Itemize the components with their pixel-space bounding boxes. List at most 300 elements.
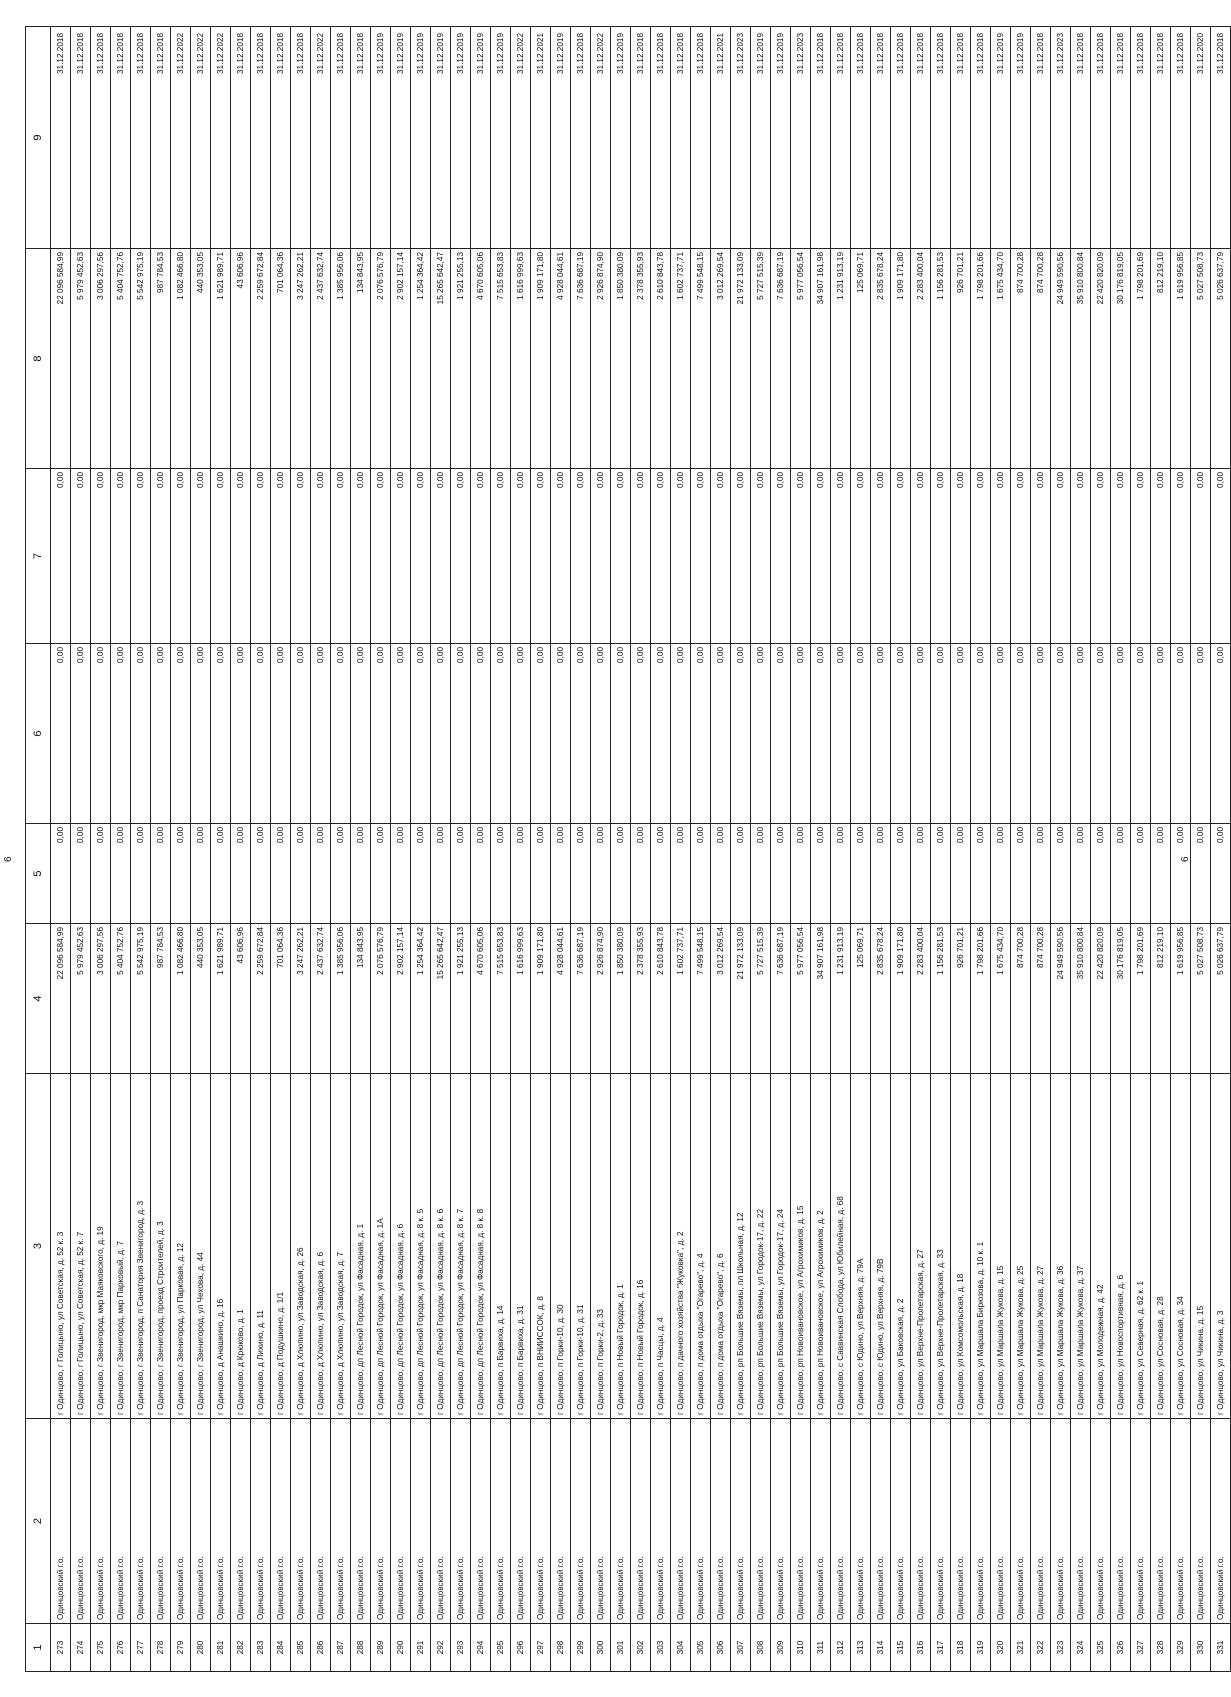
table-row: [951, 27, 971, 1672]
col7-cost-cell: 0,00: [811, 469, 831, 644]
col8-cost-cell: 5 977 056,54: [791, 249, 811, 469]
deadline-date-cell: 31.12.2019: [431, 27, 451, 249]
col8-cost-cell: 5 979 452,63: [71, 249, 91, 469]
address-cell: г Одинцово, ул Маршала Жукова, д. 36: [1051, 1074, 1071, 1419]
col5-cost-cell: 0,00: [871, 824, 891, 924]
address-cell: г Одинцово, г Звенигород, п Санатория Звенигород, д. 3: [131, 1074, 151, 1419]
col5-cost-cell: 0,00: [1211, 824, 1231, 924]
total-cost-cell: 5 977 056,54: [791, 924, 811, 1074]
district-cell: Одинцовский г.о.: [1111, 1419, 1131, 1624]
address-cell: г Одинцово, ул Баковская, д. 2: [891, 1074, 911, 1419]
col5-cost-cell: 0,00: [211, 824, 231, 924]
address-cell: г Одинцово, дп Лесной Городок, ул Фасадная, д. 8 к. 6: [431, 1074, 451, 1419]
deadline-date-cell: 31.12.2018: [851, 27, 871, 249]
col8-cost-cell: 2 378 355,93: [631, 249, 651, 469]
deadline-date-cell: 31.12.2023: [1051, 27, 1071, 249]
col8-cost-cell: 2 835 678,24: [871, 249, 891, 469]
district-cell: Одинцовский г.о.: [1051, 1419, 1071, 1624]
col8-cost-cell: 1 082 466,80: [171, 249, 191, 469]
col6-cost-cell: 0,00: [631, 644, 651, 824]
table-row: [1011, 27, 1031, 1672]
col5-cost-cell: 0,00: [651, 824, 671, 924]
col6-cost-cell: 0,00: [1151, 644, 1171, 824]
col7-cost-cell: 0,00: [651, 469, 671, 644]
col8-cost-cell: 2 902 157,14: [391, 249, 411, 469]
col5-cost-cell: 0,00: [571, 824, 591, 924]
district-cell: Одинцовский г.о.: [371, 1419, 391, 1624]
total-cost-cell: 1 798 201,66: [971, 924, 991, 1074]
row-number-cell: 285: [291, 1624, 311, 1672]
col5-cost-cell: 0,00: [991, 824, 1011, 924]
total-cost-cell: 701 064,36: [271, 924, 291, 1074]
address-cell: г Одинцово, д Анашкино, д. 16: [211, 1074, 231, 1419]
deadline-date-cell: 31.12.2018: [331, 27, 351, 249]
col6-cost-cell: 0,00: [651, 644, 671, 824]
district-cell: Одинцовский г.о.: [851, 1419, 871, 1624]
col5-cost-cell: 0,00: [311, 824, 331, 924]
district-cell: Одинцовский г.о.: [631, 1419, 651, 1624]
row-number-cell: 284: [271, 1624, 291, 1672]
col6-cost-cell: 0,00: [291, 644, 311, 824]
district-cell: Одинцовский г.о.: [391, 1419, 411, 1624]
table-row: [331, 27, 351, 1672]
col6-cost-cell: 0,00: [491, 644, 511, 824]
deadline-date-cell: 31.12.2019: [491, 27, 511, 249]
col6-cost-cell: 0,00: [431, 644, 451, 824]
district-cell: Одинцовский г.о.: [131, 1419, 151, 1624]
col6-cost-cell: 0,00: [111, 644, 131, 824]
address-cell: г Одинцово, г Звенигород, ул Парковая, д. 12: [171, 1074, 191, 1419]
row-number-cell: 276: [111, 1624, 131, 1672]
deadline-date-cell: 31.12.2018: [951, 27, 971, 249]
col8-cost-cell: 1 602 737,71: [671, 249, 691, 469]
col5-cost-cell: 0,00: [1031, 824, 1051, 924]
address-cell: г Одинцово, дп Лесной Городок, ул Фасадная, д. 6: [391, 1074, 411, 1419]
col7-cost-cell: 0,00: [611, 469, 631, 644]
district-cell: Одинцовский г.о.: [211, 1419, 231, 1624]
col5-cost-cell: 0,00: [371, 824, 391, 924]
total-cost-cell: 1 921 255,13: [451, 924, 471, 1074]
col7-cost-cell: 0,00: [311, 469, 331, 644]
col8-cost-cell: 15 265 642,47: [431, 249, 451, 469]
col5-cost-cell: 0,00: [71, 824, 91, 924]
col8-cost-cell: 2 926 874,90: [591, 249, 611, 469]
col5-cost-cell: 0,00: [451, 824, 471, 924]
col6-cost-cell: 0,00: [251, 644, 271, 824]
table-row: [931, 27, 951, 1672]
row-number-cell: 299: [571, 1624, 591, 1672]
district-cell: Одинцовский г.о.: [1191, 1419, 1211, 1624]
address-cell: г Одинцово, п дома отдыха "Огарево", д. 6: [711, 1074, 731, 1419]
deadline-date-cell: 31.12.2018: [1211, 27, 1231, 249]
col5-cost-cell: 0,00: [131, 824, 151, 924]
row-number-cell: 281: [211, 1624, 231, 1672]
col8-cost-cell: 1 156 281,53: [931, 249, 951, 469]
col6-cost-cell: 0,00: [1131, 644, 1151, 824]
col6-cost-cell: 0,00: [991, 644, 1011, 824]
total-cost-cell: 7 636 687,19: [571, 924, 591, 1074]
col5-cost-cell: 0,00: [91, 824, 111, 924]
total-cost-cell: 22 420 820,09: [1091, 924, 1111, 1074]
deadline-date-cell: 31.12.2019: [451, 27, 471, 249]
col6-cost-cell: 0,00: [211, 644, 231, 824]
table-row: [611, 27, 631, 1672]
col6-cost-cell: 0,00: [811, 644, 831, 824]
total-cost-cell: 1 385 956,06: [331, 924, 351, 1074]
col6-cost-cell: 0,00: [71, 644, 91, 824]
deadline-date-cell: 31.12.2018: [911, 27, 931, 249]
col7-cost-cell: 0,00: [891, 469, 911, 644]
col5-cost-cell: 0,00: [411, 824, 431, 924]
table-row: [911, 27, 931, 1672]
total-cost-cell: 3 247 262,21: [291, 924, 311, 1074]
deadline-date-cell: 31.12.2019: [391, 27, 411, 249]
table-row: [391, 27, 411, 1672]
col6-cost-cell: 0,00: [591, 644, 611, 824]
address-cell: г Одинцово, дп Лесной Городок, ул Фасадная, д. 8 к. 7: [451, 1074, 471, 1419]
deadline-date-cell: 31.12.2022: [171, 27, 191, 249]
col7-cost-cell: 0,00: [331, 469, 351, 644]
col6-cost-cell: 0,00: [91, 644, 111, 824]
address-cell: г Одинцово, п Барвиха, д. 31: [511, 1074, 531, 1419]
total-cost-cell: 2 283 400,04: [911, 924, 931, 1074]
address-cell: г Одинцово, ул Маршала Жукова, д. 37: [1071, 1074, 1091, 1419]
table-row: [531, 27, 551, 1672]
column-number-cell: 5: [26, 824, 51, 924]
col8-cost-cell: 5 542 975,19: [131, 249, 151, 469]
col6-cost-cell: 0,00: [1051, 644, 1071, 824]
district-cell: Одинцовский г.о.: [71, 1419, 91, 1624]
district-cell: Одинцовский г.о.: [831, 1419, 851, 1624]
col5-cost-cell: 0,00: [1171, 824, 1191, 924]
col6-cost-cell: 0,00: [511, 644, 531, 824]
col5-cost-cell: 0,00: [251, 824, 271, 924]
address-cell: г Одинцово, рп Новоивановское, ул Агрохимиков, д. 15: [791, 1074, 811, 1419]
total-cost-cell: 2 610 843,78: [651, 924, 671, 1074]
col7-cost-cell: 0,00: [971, 469, 991, 644]
table-row: [1071, 27, 1091, 1672]
col5-cost-cell: 0,00: [111, 824, 131, 924]
col7-cost-cell: 0,00: [1051, 469, 1071, 644]
total-cost-cell: 926 701,21: [951, 924, 971, 1074]
district-cell: Одинцовский г.о.: [651, 1419, 671, 1624]
address-cell: г Одинцово, п дома отдыха "Огарево", д. 4: [691, 1074, 711, 1419]
table-row: [731, 27, 751, 1672]
col7-cost-cell: 0,00: [691, 469, 711, 644]
table-row: [991, 27, 1011, 1672]
col7-cost-cell: 0,00: [771, 469, 791, 644]
col5-cost-cell: 0,00: [151, 824, 171, 924]
table-row: [251, 27, 271, 1672]
table-row: [71, 27, 91, 1672]
col8-cost-cell: 5 404 752,76: [111, 249, 131, 469]
deadline-date-cell: 31.12.2019: [611, 27, 631, 249]
deadline-date-cell: 31.12.2019: [991, 27, 1011, 249]
col8-cost-cell: 24 949 590,56: [1051, 249, 1071, 469]
table-row: [271, 27, 291, 1672]
total-cost-cell: 2 902 157,14: [391, 924, 411, 1074]
address-cell: г Одинцово, дп Лесной Городок, ул Фасадная, д. 8 к. 5: [411, 1074, 431, 1419]
col5-cost-cell: 0,00: [511, 824, 531, 924]
total-cost-cell: 5 542 975,19: [131, 924, 151, 1074]
col7-cost-cell: 0,00: [111, 469, 131, 644]
total-cost-cell: 1 798 201,69: [1131, 924, 1151, 1074]
col6-cost-cell: 0,00: [1031, 644, 1051, 824]
row-number-cell: 326: [1111, 1624, 1131, 1672]
table-row: [1091, 27, 1111, 1672]
col6-cost-cell: 0,00: [831, 644, 851, 824]
address-cell: г Одинцово, ул Маршала Жукова, д. 25: [1011, 1074, 1031, 1419]
total-cost-cell: 874 700,28: [1031, 924, 1051, 1074]
table-row: [131, 27, 151, 1672]
col6-cost-cell: 0,00: [851, 644, 871, 824]
deadline-date-cell: 31.12.2022: [511, 27, 531, 249]
district-cell: Одинцовский г.о.: [51, 1419, 71, 1624]
col8-cost-cell: 1 254 364,42: [411, 249, 431, 469]
address-cell: г Одинцово, ул Молодежная, д. 42: [1091, 1074, 1111, 1419]
total-cost-cell: 5 027 508,73: [1191, 924, 1211, 1074]
col6-cost-cell: 0,00: [1011, 644, 1031, 824]
district-cell: Одинцовский г.о.: [1091, 1419, 1111, 1624]
total-cost-cell: 35 910 800,84: [1071, 924, 1091, 1074]
district-cell: Одинцовский г.о.: [1171, 1419, 1191, 1624]
row-number-cell: 322: [1031, 1624, 1051, 1672]
row-number-cell: 317: [931, 1624, 951, 1672]
total-cost-cell: 22 096 584,99: [51, 924, 71, 1074]
col8-cost-cell: 2 610 843,78: [651, 249, 671, 469]
col8-cost-cell: 1 616 999,63: [511, 249, 531, 469]
column-number-cell: 1: [26, 1624, 51, 1672]
total-cost-cell: 125 069,71: [851, 924, 871, 1074]
column-number-cell: 3: [26, 1074, 51, 1419]
address-cell: г Одинцово, п Часцы, д. 4: [651, 1074, 671, 1419]
district-cell: Одинцовский г.о.: [771, 1419, 791, 1624]
col5-cost-cell: 0,00: [431, 824, 451, 924]
row-number-cell: 304: [671, 1624, 691, 1672]
col8-cost-cell: 1 231 913,19: [831, 249, 851, 469]
col5-cost-cell: 0,00: [711, 824, 731, 924]
col7-cost-cell: 0,00: [1091, 469, 1111, 644]
table-row: [431, 27, 451, 1672]
district-cell: Одинцовский г.о.: [1011, 1419, 1031, 1624]
col7-cost-cell: 0,00: [731, 469, 751, 644]
col8-cost-cell: 1 385 956,06: [331, 249, 351, 469]
district-cell: Одинцовский г.о.: [291, 1419, 311, 1624]
col5-cost-cell: 0,00: [811, 824, 831, 924]
deadline-date-cell: 31.12.2020: [1191, 27, 1211, 249]
district-cell: Одинцовский г.о.: [811, 1419, 831, 1624]
row-number-cell: 321: [1011, 1624, 1031, 1672]
col7-cost-cell: 0,00: [631, 469, 651, 644]
col7-cost-cell: 0,00: [751, 469, 771, 644]
table-row: [511, 27, 531, 1672]
row-number-cell: 318: [951, 1624, 971, 1672]
col7-cost-cell: 0,00: [1211, 469, 1231, 644]
deadline-date-cell: 31.12.2022: [311, 27, 331, 249]
address-cell: г Одинцово, ул Верхне-Пролетарская, д. 33: [931, 1074, 951, 1419]
col7-cost-cell: 0,00: [411, 469, 431, 644]
col5-cost-cell: 0,00: [491, 824, 511, 924]
total-cost-cell: 15 265 642,47: [431, 924, 451, 1074]
col7-cost-cell: 0,00: [951, 469, 971, 644]
table-row: [871, 27, 891, 1672]
address-cell: г Одинцово, дп Лесной Городок, ул Фасадная, д. 1: [351, 1074, 371, 1419]
row-number-cell: 323: [1051, 1624, 1071, 1672]
col7-cost-cell: 0,00: [571, 469, 591, 644]
address-cell: г Одинцово, д Хлюпино, ул Заводская, д. 6: [311, 1074, 331, 1419]
column-number-cell: 4: [26, 924, 51, 1074]
deadline-date-cell: 31.12.2018: [251, 27, 271, 249]
table-row: [111, 27, 131, 1672]
address-cell: г Одинцово, п Горки-10, д. 30: [551, 1074, 571, 1419]
col7-cost-cell: 0,00: [911, 469, 931, 644]
district-cell: Одинцовский г.о.: [1151, 1419, 1171, 1624]
col8-cost-cell: 874 700,28: [1031, 249, 1051, 469]
deadline-date-cell: 31.12.2018: [231, 27, 251, 249]
col5-cost-cell: 0,00: [51, 824, 71, 924]
total-cost-cell: 2 259 672,84: [251, 924, 271, 1074]
deadline-date-cell: 31.12.2018: [1171, 27, 1191, 249]
row-number-cell: 312: [831, 1624, 851, 1672]
col6-cost-cell: 0,00: [791, 644, 811, 824]
district-cell: Одинцовский г.о.: [471, 1419, 491, 1624]
col7-cost-cell: 0,00: [91, 469, 111, 644]
table-row: [211, 27, 231, 1672]
row-number-cell: 324: [1071, 1624, 1091, 1672]
row-number-cell: 288: [351, 1624, 371, 1672]
district-cell: Одинцовский г.о.: [191, 1419, 211, 1624]
table-row: [811, 27, 831, 1672]
col5-cost-cell: 0,00: [231, 824, 251, 924]
deadline-date-cell: 31.12.2018: [831, 27, 851, 249]
address-cell: г Одинцово, п Горки-10, д. 31: [571, 1074, 591, 1419]
district-cell: Одинцовский г.о.: [571, 1419, 591, 1624]
col8-cost-cell: 35 910 800,84: [1071, 249, 1091, 469]
deadline-date-cell: 31.12.2019: [471, 27, 491, 249]
row-number-cell: 327: [1131, 1624, 1151, 1672]
deadline-date-cell: 31.12.2018: [51, 27, 71, 249]
row-number-cell: 315: [891, 1624, 911, 1672]
col7-cost-cell: 0,00: [511, 469, 531, 644]
district-cell: Одинцовский г.о.: [91, 1419, 111, 1624]
row-number-cell: 295: [491, 1624, 511, 1672]
col8-cost-cell: 7 499 548,15: [691, 249, 711, 469]
total-cost-cell: 2 437 632,74: [311, 924, 331, 1074]
col5-cost-cell: 0,00: [1011, 824, 1031, 924]
total-cost-cell: 21 972 133,09: [731, 924, 751, 1074]
col8-cost-cell: 1 675 434,70: [991, 249, 1011, 469]
address-cell: г Одинцово, д Подушкино, д. 1/1: [271, 1074, 291, 1419]
col7-cost-cell: 0,00: [151, 469, 171, 644]
col5-cost-cell: 0,00: [591, 824, 611, 924]
address-cell: г Одинцово, дп Лесной Городок, ул Фасадная, д. 1А: [371, 1074, 391, 1419]
col5-cost-cell: 0,00: [1091, 824, 1111, 924]
col6-cost-cell: 0,00: [1171, 644, 1191, 824]
deadline-date-cell: 31.12.2019: [371, 27, 391, 249]
district-cell: Одинцовский г.о.: [1211, 1419, 1231, 1624]
total-cost-cell: 1 156 281,53: [931, 924, 951, 1074]
deadline-date-cell: 31.12.2023: [791, 27, 811, 249]
col7-cost-cell: 0,00: [871, 469, 891, 644]
table-row: [371, 27, 391, 1672]
table-row: [671, 27, 691, 1672]
district-cell: Одинцовский г.о.: [331, 1419, 351, 1624]
district-cell: Одинцовский г.о.: [611, 1419, 631, 1624]
district-cell: Одинцовский г.о.: [751, 1419, 771, 1624]
col5-cost-cell: 0,00: [531, 824, 551, 924]
col6-cost-cell: 0,00: [271, 644, 291, 824]
col6-cost-cell: 0,00: [411, 644, 431, 824]
col7-cost-cell: 0,00: [71, 469, 91, 644]
address-cell: г Одинцово, с Саввинская Слобода, ул Юбилейная, д. 68: [831, 1074, 851, 1419]
col5-cost-cell: 0,00: [671, 824, 691, 924]
col8-cost-cell: 1 850 380,09: [611, 249, 631, 469]
column-number-cell: 7: [26, 469, 51, 644]
table-row: [151, 27, 171, 1672]
district-cell: Одинцовский г.о.: [1031, 1419, 1051, 1624]
row-number-cell: 290: [391, 1624, 411, 1672]
deadline-date-cell: 31.12.2018: [671, 27, 691, 249]
row-number-cell: 273: [51, 1624, 71, 1672]
district-cell: Одинцовский г.о.: [511, 1419, 531, 1624]
table-row: [1211, 27, 1231, 1672]
row-number-cell: 283: [251, 1624, 271, 1672]
table-row: [631, 27, 651, 1672]
rotated-document-page: [3, 27, 1225, 1672]
total-cost-cell: 5 026 637,79: [1211, 924, 1231, 1074]
col5-cost-cell: 0,00: [791, 824, 811, 924]
deadline-date-cell: 31.12.2018: [891, 27, 911, 249]
col5-cost-cell: 0,00: [951, 824, 971, 924]
row-number-cell: 302: [631, 1624, 651, 1672]
address-cell: г Одинцово, д Хлюпино, ул Заводская, д. 7: [331, 1074, 351, 1419]
table-row: [231, 27, 251, 1672]
table-row: [651, 27, 671, 1672]
deadline-date-cell: 31.12.2018: [651, 27, 671, 249]
col6-cost-cell: 0,00: [471, 644, 491, 824]
column-number-cell: 9: [26, 27, 51, 249]
col6-cost-cell: 0,00: [151, 644, 171, 824]
total-cost-cell: 3 012 269,54: [711, 924, 731, 1074]
table-row: [1151, 27, 1171, 1672]
deadline-date-cell: 31.12.2018: [151, 27, 171, 249]
table-row: [191, 27, 211, 1672]
row-number-cell: 331: [1211, 1624, 1231, 1672]
district-cell: Одинцовский г.о.: [991, 1419, 1011, 1624]
deadline-date-cell: 31.12.2018: [131, 27, 151, 249]
row-number-cell: 311: [811, 1624, 831, 1672]
deadline-date-cell: 31.12.2018: [1031, 27, 1051, 249]
total-cost-cell: 24 949 590,56: [1051, 924, 1071, 1074]
col6-cost-cell: 0,00: [771, 644, 791, 824]
table-row: [1131, 27, 1151, 1672]
col5-cost-cell: 0,00: [691, 824, 711, 924]
col5-cost-cell: 0,00: [171, 824, 191, 924]
total-cost-cell: 5 727 515,39: [751, 924, 771, 1074]
col6-cost-cell: 0,00: [951, 644, 971, 824]
register-table: [25, 26, 1231, 1672]
col7-cost-cell: 0,00: [451, 469, 471, 644]
table-row: [791, 27, 811, 1672]
table-row: [591, 27, 611, 1672]
deadline-date-cell: 31.12.2018: [811, 27, 831, 249]
address-cell: г Одинцово, г Голицыно, ул Советская, д. 52 к. 7: [71, 1074, 91, 1419]
district-cell: Одинцовский г.о.: [791, 1419, 811, 1624]
col8-cost-cell: 7 636 687,19: [771, 249, 791, 469]
total-cost-cell: 1 675 434,70: [991, 924, 1011, 1074]
col5-cost-cell: 0,00: [971, 824, 991, 924]
col6-cost-cell: 0,00: [691, 644, 711, 824]
